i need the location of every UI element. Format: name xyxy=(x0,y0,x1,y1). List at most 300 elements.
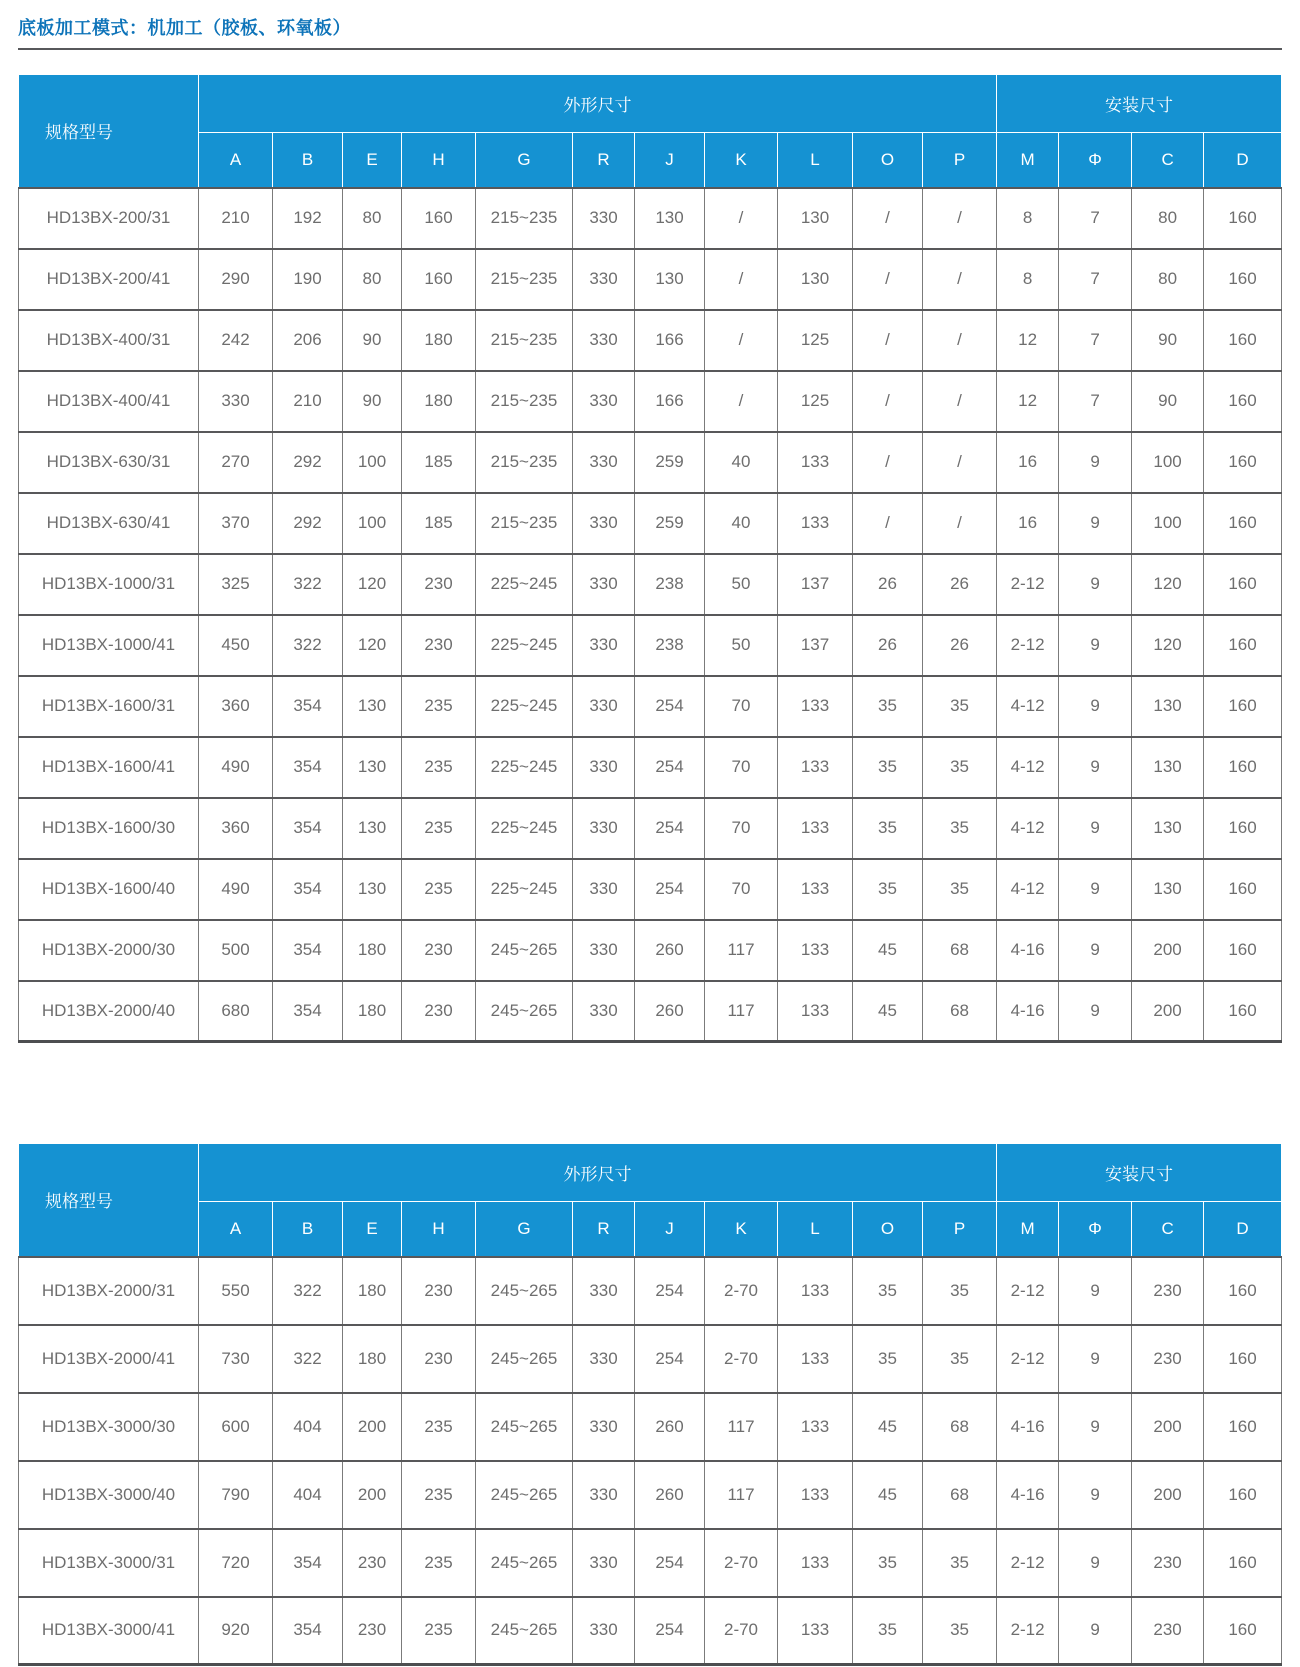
table-row xyxy=(19,1325,1282,1393)
value-cell: 230 xyxy=(402,554,476,615)
col-header-d: D xyxy=(1204,1202,1282,1257)
value-cell: 180 xyxy=(402,310,476,371)
value-cell: 490 xyxy=(199,737,273,798)
value-cell: 9 xyxy=(1059,920,1132,981)
value-cell: 133 xyxy=(778,1597,853,1665)
model-cell: HD13BX-3000/30 xyxy=(19,1393,199,1461)
value-cell: 245~265 xyxy=(476,1257,573,1325)
value-cell: 200 xyxy=(343,1461,402,1529)
value-cell: 330 xyxy=(573,859,635,920)
value-cell: 90 xyxy=(343,371,402,432)
outline-group-header: 外形尺寸 xyxy=(199,1144,997,1202)
value-cell: 200 xyxy=(1132,1461,1204,1529)
col-header-p: P xyxy=(923,133,997,188)
value-cell: / xyxy=(853,371,923,432)
col-header-r: R xyxy=(573,1202,635,1257)
value-cell: 35 xyxy=(923,859,997,920)
value-cell: 35 xyxy=(923,737,997,798)
value-cell: 920 xyxy=(199,1597,273,1665)
value-cell: 245~265 xyxy=(476,1325,573,1393)
table-row xyxy=(19,920,1282,981)
value-cell: 2-12 xyxy=(997,615,1059,676)
value-cell: 245~265 xyxy=(476,1461,573,1529)
value-cell: 133 xyxy=(778,1529,853,1597)
value-cell: 160 xyxy=(1204,188,1282,249)
value-cell: 160 xyxy=(1204,920,1282,981)
model-column-header: 规格型号 xyxy=(19,75,199,188)
value-cell: 230 xyxy=(1132,1597,1204,1665)
value-cell: 210 xyxy=(199,188,273,249)
table-row xyxy=(19,737,1282,798)
model-cell: HD13BX-3000/41 xyxy=(19,1597,199,1665)
value-cell: 166 xyxy=(635,310,705,371)
value-cell: 160 xyxy=(1204,249,1282,310)
value-cell: 330 xyxy=(573,737,635,798)
value-cell: 26 xyxy=(853,554,923,615)
value-cell: 4-12 xyxy=(997,859,1059,920)
value-cell: 230 xyxy=(402,981,476,1042)
table-row xyxy=(19,615,1282,676)
value-cell: 35 xyxy=(923,1257,997,1325)
value-cell: 215~235 xyxy=(476,432,573,493)
value-cell: 254 xyxy=(635,1257,705,1325)
value-cell: 35 xyxy=(853,859,923,920)
model-cell: HD13BX-1600/41 xyxy=(19,737,199,798)
table-row xyxy=(19,676,1282,737)
value-cell: 2-12 xyxy=(997,554,1059,615)
value-cell: / xyxy=(923,249,997,310)
value-cell: 2-70 xyxy=(705,1597,778,1665)
value-cell: 133 xyxy=(778,1393,853,1461)
value-cell: 254 xyxy=(635,1325,705,1393)
value-cell: 80 xyxy=(1132,249,1204,310)
value-cell: 322 xyxy=(273,1257,343,1325)
col-header-phi: Φ xyxy=(1059,133,1132,188)
value-cell: 720 xyxy=(199,1529,273,1597)
value-cell: 133 xyxy=(778,737,853,798)
value-cell: 354 xyxy=(273,1529,343,1597)
value-cell: 35 xyxy=(853,1325,923,1393)
value-cell: 7 xyxy=(1059,310,1132,371)
value-cell: 117 xyxy=(705,1393,778,1461)
value-cell: 45 xyxy=(853,981,923,1042)
value-cell: 130 xyxy=(778,188,853,249)
value-cell: 190 xyxy=(273,249,343,310)
value-cell: 200 xyxy=(1132,1393,1204,1461)
value-cell: 370 xyxy=(199,493,273,554)
col-header-c: C xyxy=(1132,133,1204,188)
value-cell: 254 xyxy=(635,1597,705,1665)
col-header-m: M xyxy=(997,1202,1059,1257)
spec-table-1 xyxy=(18,74,1282,1043)
value-cell: 235 xyxy=(402,1597,476,1665)
value-cell: 26 xyxy=(853,615,923,676)
value-cell: 330 xyxy=(573,981,635,1042)
value-cell: 4-12 xyxy=(997,798,1059,859)
value-cell: 80 xyxy=(343,188,402,249)
value-cell: 200 xyxy=(1132,920,1204,981)
value-cell: 2-12 xyxy=(997,1257,1059,1325)
value-cell: 100 xyxy=(343,493,402,554)
value-cell: 215~235 xyxy=(476,371,573,432)
value-cell: 322 xyxy=(273,1325,343,1393)
column-letters-row xyxy=(19,1202,1282,1257)
value-cell: 166 xyxy=(635,371,705,432)
value-cell: 130 xyxy=(343,859,402,920)
value-cell: 130 xyxy=(1132,859,1204,920)
value-cell: 2-12 xyxy=(997,1597,1059,1665)
value-cell: 215~235 xyxy=(476,188,573,249)
value-cell: 9 xyxy=(1059,1393,1132,1461)
value-cell: 185 xyxy=(402,493,476,554)
value-cell: 160 xyxy=(1204,1597,1282,1665)
value-cell: 9 xyxy=(1059,981,1132,1042)
value-cell: 35 xyxy=(853,676,923,737)
value-cell: 133 xyxy=(778,1257,853,1325)
model-cell: HD13BX-400/41 xyxy=(19,371,199,432)
value-cell: 292 xyxy=(273,432,343,493)
group-header-row xyxy=(19,1144,1282,1202)
table-row xyxy=(19,188,1282,249)
value-cell: 133 xyxy=(778,981,853,1042)
value-cell: 160 xyxy=(1204,554,1282,615)
value-cell: 160 xyxy=(1204,310,1282,371)
value-cell: 130 xyxy=(778,249,853,310)
value-cell: 230 xyxy=(402,920,476,981)
value-cell: / xyxy=(853,188,923,249)
value-cell: 180 xyxy=(343,1325,402,1393)
value-cell: 45 xyxy=(853,920,923,981)
value-cell: / xyxy=(923,493,997,554)
value-cell: 40 xyxy=(705,432,778,493)
model-cell: HD13BX-200/31 xyxy=(19,188,199,249)
value-cell: 330 xyxy=(573,249,635,310)
value-cell: 330 xyxy=(573,310,635,371)
value-cell: 26 xyxy=(923,554,997,615)
value-cell: 130 xyxy=(635,188,705,249)
table-row xyxy=(19,554,1282,615)
value-cell: 245~265 xyxy=(476,1529,573,1597)
value-cell: 120 xyxy=(343,554,402,615)
col-header-h: H xyxy=(402,133,476,188)
value-cell: 4-16 xyxy=(997,1393,1059,1461)
value-cell: 9 xyxy=(1059,737,1132,798)
value-cell: 322 xyxy=(273,615,343,676)
value-cell: 260 xyxy=(635,1461,705,1529)
value-cell: 133 xyxy=(778,493,853,554)
col-header-j: J xyxy=(635,133,705,188)
table-row xyxy=(19,981,1282,1042)
value-cell: 35 xyxy=(853,1529,923,1597)
value-cell: 125 xyxy=(778,310,853,371)
col-header-o: O xyxy=(853,133,923,188)
value-cell: 80 xyxy=(1132,188,1204,249)
value-cell: 238 xyxy=(635,615,705,676)
value-cell: 330 xyxy=(573,1597,635,1665)
value-cell: 160 xyxy=(1204,981,1282,1042)
value-cell: 35 xyxy=(923,1529,997,1597)
value-cell: 70 xyxy=(705,859,778,920)
col-header-g: G xyxy=(476,133,573,188)
value-cell: 35 xyxy=(853,1597,923,1665)
model-cell: HD13BX-3000/40 xyxy=(19,1461,199,1529)
value-cell: 180 xyxy=(343,1257,402,1325)
value-cell: 160 xyxy=(402,188,476,249)
value-cell: 160 xyxy=(402,249,476,310)
value-cell: 160 xyxy=(1204,1393,1282,1461)
value-cell: 9 xyxy=(1059,1257,1132,1325)
model-cell: HD13BX-200/41 xyxy=(19,249,199,310)
col-header-b: B xyxy=(273,133,343,188)
value-cell: 9 xyxy=(1059,432,1132,493)
table-row xyxy=(19,1257,1282,1325)
value-cell: 230 xyxy=(1132,1529,1204,1597)
table-row xyxy=(19,798,1282,859)
value-cell: 210 xyxy=(273,371,343,432)
value-cell: 90 xyxy=(343,310,402,371)
col-header-a: A xyxy=(199,1202,273,1257)
col-header-k: K xyxy=(705,133,778,188)
value-cell: 35 xyxy=(923,798,997,859)
value-cell: 330 xyxy=(573,676,635,737)
value-cell: 680 xyxy=(199,981,273,1042)
value-cell: 550 xyxy=(199,1257,273,1325)
value-cell: 2-70 xyxy=(705,1257,778,1325)
value-cell: 68 xyxy=(923,1461,997,1529)
model-cell: HD13BX-1600/30 xyxy=(19,798,199,859)
value-cell: 4-12 xyxy=(997,676,1059,737)
value-cell: 4-16 xyxy=(997,1461,1059,1529)
value-cell: 404 xyxy=(273,1393,343,1461)
value-cell: / xyxy=(923,432,997,493)
value-cell: 230 xyxy=(343,1529,402,1597)
value-cell: 160 xyxy=(1204,1461,1282,1529)
value-cell: 70 xyxy=(705,737,778,798)
value-cell: 200 xyxy=(343,1393,402,1461)
value-cell: 100 xyxy=(1132,432,1204,493)
value-cell: 120 xyxy=(1132,554,1204,615)
value-cell: 325 xyxy=(199,554,273,615)
value-cell: 16 xyxy=(997,432,1059,493)
value-cell: 404 xyxy=(273,1461,343,1529)
value-cell: 12 xyxy=(997,371,1059,432)
value-cell: 160 xyxy=(1204,615,1282,676)
value-cell: 45 xyxy=(853,1461,923,1529)
value-cell: 260 xyxy=(635,981,705,1042)
value-cell: 9 xyxy=(1059,798,1132,859)
value-cell: 130 xyxy=(635,249,705,310)
value-cell: 160 xyxy=(1204,1325,1282,1393)
value-cell: 133 xyxy=(778,676,853,737)
col-header-e: E xyxy=(343,1202,402,1257)
value-cell: / xyxy=(923,188,997,249)
col-header-m: M xyxy=(997,133,1059,188)
model-cell: HD13BX-2000/30 xyxy=(19,920,199,981)
value-cell: 160 xyxy=(1204,676,1282,737)
value-cell: 2-12 xyxy=(997,1529,1059,1597)
install-group-header: 安装尺寸 xyxy=(997,75,1282,133)
value-cell: 90 xyxy=(1132,371,1204,432)
value-cell: 354 xyxy=(273,1597,343,1665)
value-cell: 238 xyxy=(635,554,705,615)
value-cell: 180 xyxy=(402,371,476,432)
table-row xyxy=(19,432,1282,493)
value-cell: 185 xyxy=(402,432,476,493)
value-cell: 260 xyxy=(635,1393,705,1461)
value-cell: 259 xyxy=(635,493,705,554)
col-header-d: D xyxy=(1204,133,1282,188)
col-header-a: A xyxy=(199,133,273,188)
model-cell: HD13BX-2000/40 xyxy=(19,981,199,1042)
value-cell: 133 xyxy=(778,432,853,493)
col-header-l: L xyxy=(778,1202,853,1257)
value-cell: 137 xyxy=(778,615,853,676)
value-cell: 133 xyxy=(778,798,853,859)
value-cell: 125 xyxy=(778,371,853,432)
col-header-e: E xyxy=(343,133,402,188)
value-cell: 117 xyxy=(705,981,778,1042)
value-cell: 9 xyxy=(1059,859,1132,920)
col-header-phi: Φ xyxy=(1059,1202,1132,1257)
value-cell: 133 xyxy=(778,1461,853,1529)
table-header xyxy=(19,75,1282,188)
value-cell: 230 xyxy=(343,1597,402,1665)
value-cell: 245~265 xyxy=(476,1597,573,1665)
col-header-r: R xyxy=(573,133,635,188)
value-cell: 215~235 xyxy=(476,249,573,310)
table-row xyxy=(19,371,1282,432)
table-body xyxy=(19,1257,1282,1665)
value-cell: 192 xyxy=(273,188,343,249)
value-cell: 80 xyxy=(343,249,402,310)
value-cell: 160 xyxy=(1204,859,1282,920)
value-cell: 7 xyxy=(1059,188,1132,249)
value-cell: 9 xyxy=(1059,1461,1132,1529)
value-cell: 130 xyxy=(343,798,402,859)
value-cell: 330 xyxy=(573,798,635,859)
value-cell: 730 xyxy=(199,1325,273,1393)
value-cell: 70 xyxy=(705,798,778,859)
table-row xyxy=(19,1529,1282,1597)
value-cell: 133 xyxy=(778,920,853,981)
value-cell: / xyxy=(705,249,778,310)
value-cell: 259 xyxy=(635,432,705,493)
value-cell: 7 xyxy=(1059,249,1132,310)
value-cell: / xyxy=(853,432,923,493)
value-cell: 245~265 xyxy=(476,1393,573,1461)
value-cell: 35 xyxy=(923,1597,997,1665)
value-cell: 45 xyxy=(853,1393,923,1461)
value-cell: 160 xyxy=(1204,1529,1282,1597)
value-cell: / xyxy=(923,371,997,432)
value-cell: 225~245 xyxy=(476,859,573,920)
value-cell: / xyxy=(705,310,778,371)
col-header-p: P xyxy=(923,1202,997,1257)
value-cell: 117 xyxy=(705,920,778,981)
value-cell: 180 xyxy=(343,920,402,981)
value-cell: 360 xyxy=(199,798,273,859)
value-cell: / xyxy=(705,188,778,249)
value-cell: 235 xyxy=(402,737,476,798)
value-cell: 330 xyxy=(573,1393,635,1461)
value-cell: 225~245 xyxy=(476,676,573,737)
value-cell: / xyxy=(923,310,997,371)
col-header-k: K xyxy=(705,1202,778,1257)
value-cell: 9 xyxy=(1059,676,1132,737)
value-cell: 160 xyxy=(1204,371,1282,432)
value-cell: 9 xyxy=(1059,1529,1132,1597)
table-header xyxy=(19,1144,1282,1257)
value-cell: 50 xyxy=(705,615,778,676)
col-header-o: O xyxy=(853,1202,923,1257)
value-cell: 292 xyxy=(273,493,343,554)
table-row xyxy=(19,493,1282,554)
value-cell: 2-70 xyxy=(705,1325,778,1393)
value-cell: 230 xyxy=(402,1257,476,1325)
value-cell: 117 xyxy=(705,1461,778,1529)
value-cell: 35 xyxy=(923,1325,997,1393)
value-cell: 225~245 xyxy=(476,798,573,859)
col-header-c: C xyxy=(1132,1202,1204,1257)
value-cell: 2-70 xyxy=(705,1529,778,1597)
value-cell: 330 xyxy=(573,432,635,493)
value-cell: 230 xyxy=(402,1325,476,1393)
value-cell: 230 xyxy=(402,615,476,676)
value-cell: 254 xyxy=(635,798,705,859)
col-header-b: B xyxy=(273,1202,343,1257)
table-row xyxy=(19,1461,1282,1529)
value-cell: 322 xyxy=(273,554,343,615)
value-cell: 330 xyxy=(573,615,635,676)
model-cell: HD13BX-1600/31 xyxy=(19,676,199,737)
value-cell: 235 xyxy=(402,1461,476,1529)
value-cell: 270 xyxy=(199,432,273,493)
value-cell: 9 xyxy=(1059,1325,1132,1393)
value-cell: 330 xyxy=(573,1325,635,1393)
value-cell: 500 xyxy=(199,920,273,981)
value-cell: 35 xyxy=(923,676,997,737)
value-cell: 90 xyxy=(1132,310,1204,371)
model-cell: HD13BX-1000/41 xyxy=(19,615,199,676)
spec-table-2 xyxy=(18,1143,1282,1666)
value-cell: 225~245 xyxy=(476,615,573,676)
value-cell: 330 xyxy=(573,188,635,249)
value-cell: 137 xyxy=(778,554,853,615)
value-cell: 260 xyxy=(635,920,705,981)
value-cell: 254 xyxy=(635,859,705,920)
value-cell: 235 xyxy=(402,1529,476,1597)
value-cell: 40 xyxy=(705,493,778,554)
value-cell: 7 xyxy=(1059,371,1132,432)
value-cell: 354 xyxy=(273,798,343,859)
value-cell: 235 xyxy=(402,859,476,920)
value-cell: 68 xyxy=(923,920,997,981)
value-cell: 290 xyxy=(199,249,273,310)
value-cell: 360 xyxy=(199,676,273,737)
value-cell: 330 xyxy=(573,1529,635,1597)
value-cell: 50 xyxy=(705,554,778,615)
value-cell: 4-16 xyxy=(997,920,1059,981)
value-cell: 70 xyxy=(705,676,778,737)
value-cell: 254 xyxy=(635,1529,705,1597)
column-letters-row xyxy=(19,133,1282,188)
value-cell: 26 xyxy=(923,615,997,676)
value-cell: 130 xyxy=(1132,676,1204,737)
value-cell: 354 xyxy=(273,920,343,981)
table-row xyxy=(19,859,1282,920)
value-cell: 160 xyxy=(1204,798,1282,859)
title-underline xyxy=(18,48,1282,50)
